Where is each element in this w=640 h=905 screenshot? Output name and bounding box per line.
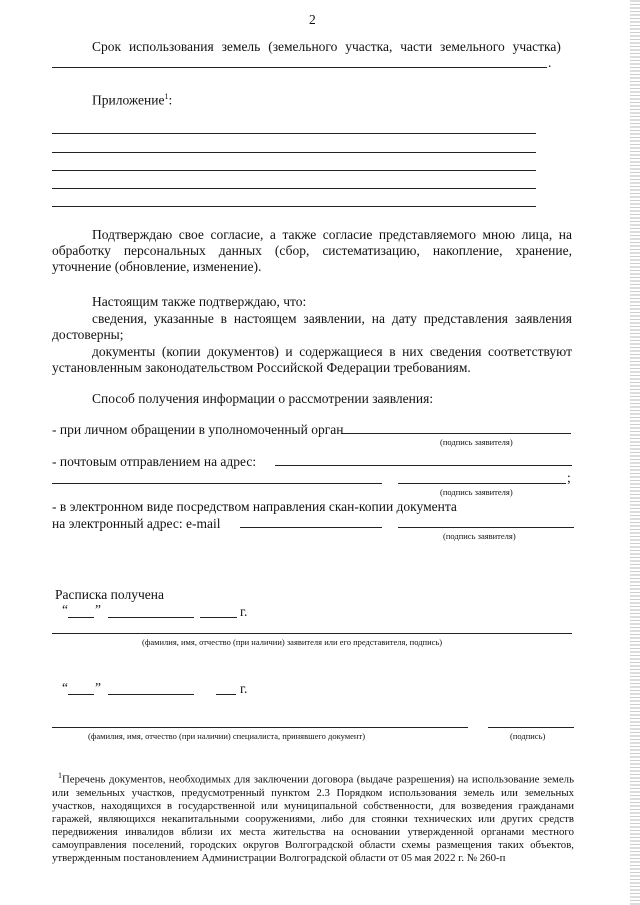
receipt-month-line-1[interactable] <box>108 617 194 618</box>
method-electronic-1: - в электронном виде посредством направления скан-копии документа <box>52 499 457 514</box>
post-end: ; <box>567 470 571 485</box>
appendix-line-4[interactable] <box>52 188 536 189</box>
term-label: Срок использования земель (земельного участка, части земельного участка) <box>92 39 561 54</box>
applicant-name-line[interactable] <box>52 633 572 634</box>
receipt-year-line-1[interactable] <box>200 617 237 618</box>
method-personal: - при личном обращении в уполномоченный орган <box>52 422 344 437</box>
receipt-day-line-2[interactable] <box>68 694 94 695</box>
appendix-line-5[interactable] <box>52 206 536 207</box>
personal-signature-caption: (подпись заявителя) <box>440 437 513 447</box>
specialist-signature-line[interactable] <box>488 727 574 728</box>
electronic-signature-caption: (подпись заявителя) <box>443 531 516 541</box>
confirm-item-2: документы (копии документов) и содержащиеся в них сведения соответствуют установленным законодательством Российской Федерации требованиям. <box>52 344 572 375</box>
receipt-year-line-2[interactable] <box>216 694 236 695</box>
footnote-text: Перечень документов, необходимых для заключении договора (выдаче разрешения) на использование земель или земельных участков, предусмотренный пунктом 2.3 Порядком использования земель или земельных участков, находящихся в государственной или муниципальной собственности, для возведения гражданами гаражей, являющихся некапитальными сооружениями, либо для стоянки технических или других средств передвижения инвалидов вблизи их места жительства на основании утвержденной органами местного самоуправления поселений, городских округов Волгоградской области схемы размещения таких объектов, утвержденным постановлением Администрации Волгоградской области от 05 мая 2022 г. № 260-п <box>52 773 574 864</box>
method-electronic-2: на электронный адрес: e-mail <box>52 516 221 531</box>
page-number: 2 <box>309 12 316 27</box>
consent-text: Подтверждаю свое согласие, а также согласие представляемого мною лица, на обработку персональных данных (сбор, систематизацию, накопление, хранение, уточнение (обновление, изменение). <box>52 227 572 274</box>
applicant-caption: (фамилия, имя, отчество (при наличии) заявителя или его представителя, подпись) <box>142 637 443 647</box>
scan-edge <box>630 0 640 905</box>
electronic-signature-line[interactable] <box>398 527 574 528</box>
specialist-caption: (фамилия, имя, отчество (при наличии) специалиста, принявшего документ) <box>88 731 366 741</box>
appendix-line-1[interactable] <box>52 133 536 134</box>
email-line[interactable] <box>240 527 382 528</box>
footnote-mark: 1 <box>58 771 62 780</box>
specialist-name-line[interactable] <box>52 727 468 728</box>
receipt-year-suffix-2: г. <box>240 681 248 696</box>
receipt-month-line-2[interactable] <box>108 694 194 695</box>
appendix-line-2[interactable] <box>52 152 536 153</box>
personal-signature-line[interactable] <box>341 433 571 434</box>
confirm-intro: Настоящим также подтверждаю, что: <box>92 294 307 309</box>
signature-caption: (подпись) <box>510 731 546 741</box>
receipt-day-line-1[interactable] <box>68 617 94 618</box>
receipt-year-suffix-1: г. <box>240 604 248 619</box>
method-post: - почтовым отправлением на адрес: <box>52 454 257 469</box>
post-address-line-2[interactable] <box>52 483 382 484</box>
receipt-title: Расписка получена <box>55 587 164 602</box>
receipt-quote-open-1: “ <box>62 602 68 617</box>
confirm-item-1: сведения, указанные в настоящем заявлении, на дату представления заявления достоверны; <box>52 311 572 342</box>
appendix-label: Приложение$^1$: <box>92 92 173 108</box>
term-end: . <box>548 55 552 70</box>
post-signature-line[interactable] <box>398 483 566 484</box>
post-signature-caption: (подпись заявителя) <box>440 487 513 497</box>
footnote <box>52 769 574 865</box>
receipt-quote-close-1: ” <box>95 602 101 617</box>
term-line[interactable] <box>52 67 547 68</box>
post-address-line-1[interactable] <box>275 465 572 466</box>
receipt-quote-close-2: ” <box>95 680 101 695</box>
appendix-line-3[interactable] <box>52 170 536 171</box>
receipt-quote-open-2: “ <box>62 680 68 695</box>
method-title: Способ получения информации о рассмотрении заявления: <box>92 391 434 406</box>
